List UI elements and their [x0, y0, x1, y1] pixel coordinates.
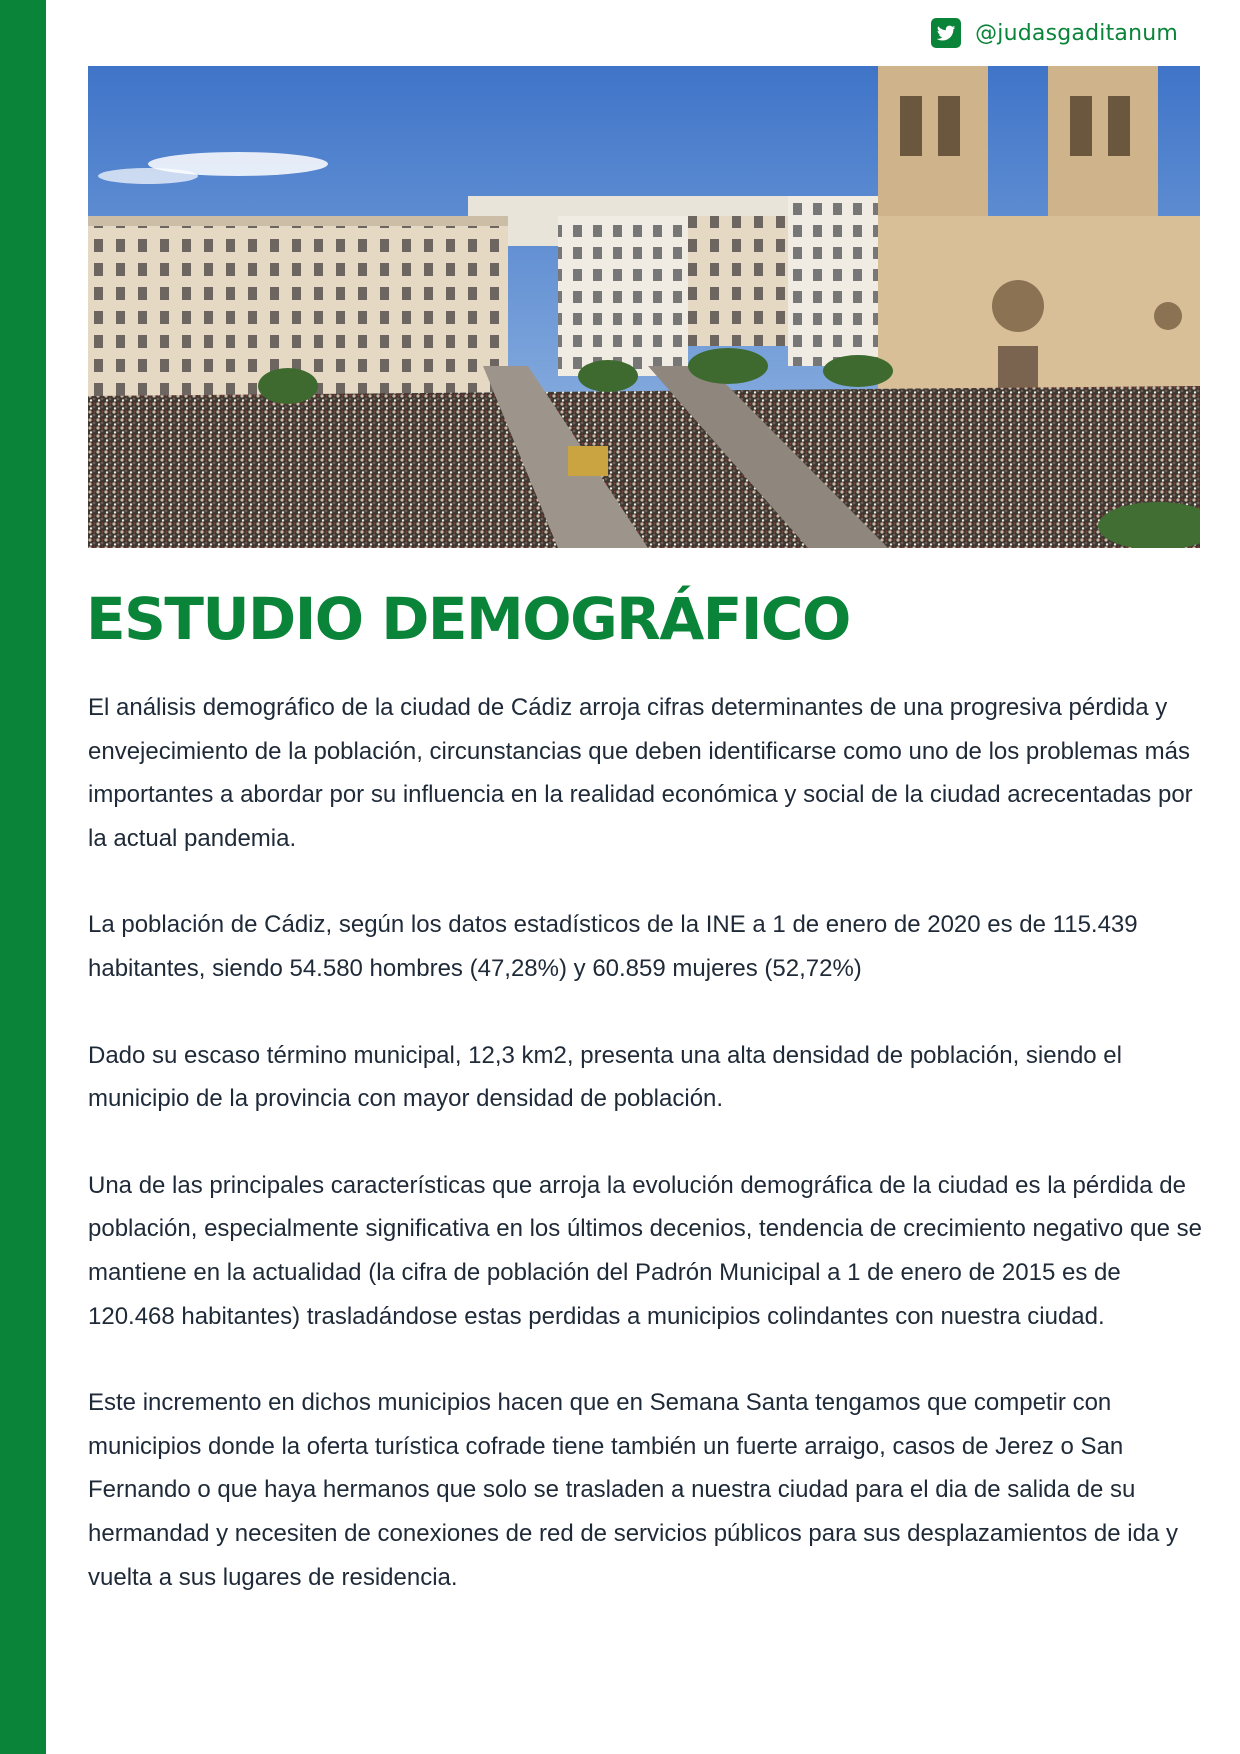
crowd-plaza-photo — [88, 66, 1200, 548]
twitter-handle[interactable]: @judasgaditanum — [975, 20, 1178, 46]
side-accent-bar — [0, 0, 46, 1754]
article-body — [88, 686, 1202, 1642]
paragraph-intro: El análisis demográfico de la ciudad de Cádiz arroja cifras determinantes de una progresiva pérdida y envejecimiento de la población, circunstancias que deben identificarse como uno de los problemas más importantes a abordar por su influencia en la realidad económica y social de la ciudad acrecentadas por la actual pandemia. — [88, 694, 1193, 852]
paragraph-neighboring-municipalities: Este incremento en dichos municipios hacen que en Semana Santa tengamos que competir con municipios donde la oferta turística cofrade tiene también un fuerte arraigo, casos de Jerez o San Fernando o que haya hermanos que solo se trasladen a nuestra ciudad para el dia de salida de su hermandad y necesiten de conexiones de red de servicios públicos para sus desplazamientos de ida y vuelta a sus lugares de residencia. — [88, 1389, 1178, 1591]
paragraph-population: La población de Cádiz, según los datos estadísticos de la INE a 1 de enero de 2020 es de 115.439 habitantes, siendo 54.580 hombres (47,28%) y 60.859 mujeres (52,72%) — [88, 911, 1138, 982]
twitter-icon — [931, 18, 961, 48]
paragraph-population-loss: Una de las principales características que arroja la evolución demográfica de la ciudad es la pérdida de población, especialmente significativa en los últimos decenios, tendencia de crecimiento negativo que se mantiene en la actualidad (la cifra de población del Padrón Municipal a 1 de enero de 2015 es de 120.468 habitantes) trasladándose estas perdidas a municipios colindantes con nuestra ciudad. — [88, 1171, 1202, 1330]
paragraph-density: Dado su escaso término municipal, 12,3 km2, presenta una alta densidad de población, siendo el municipio de la provincia con mayor densidad de población. — [88, 1041, 1122, 1113]
social-handle[interactable] — [931, 18, 1178, 48]
page-title: ESTUDIO DEMOGRÁFICO — [86, 585, 850, 653]
hero-photo — [88, 66, 1200, 548]
